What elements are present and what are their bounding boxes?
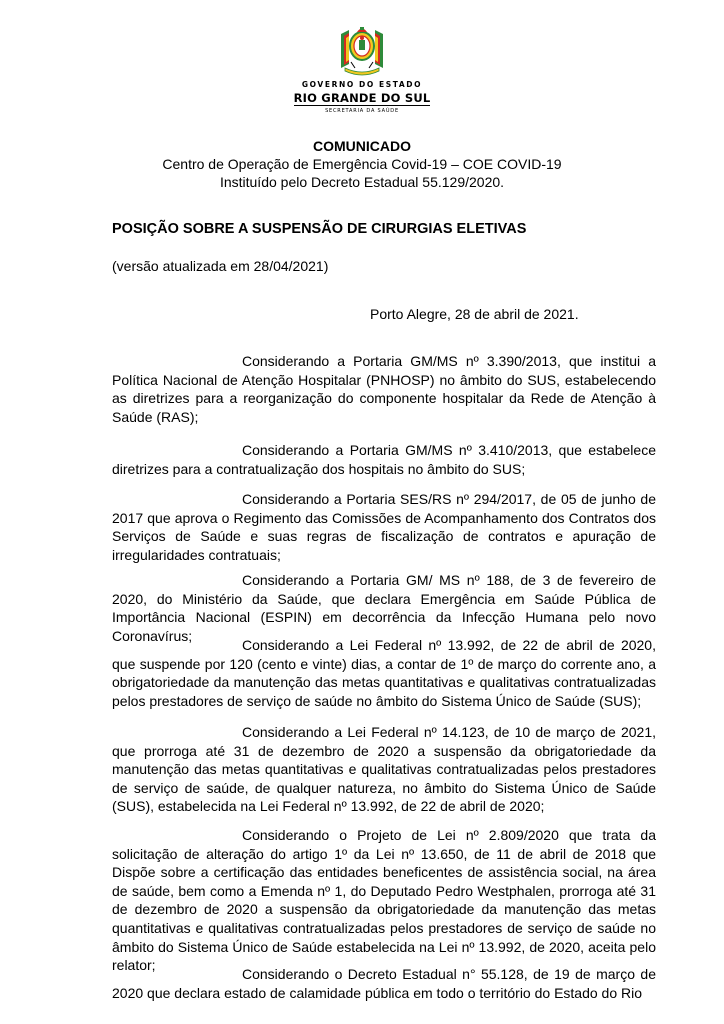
document-header xyxy=(0,137,724,191)
paragraph: Considerando a Lei Federal nº 13.992, de 22 de abril de 2020, que suspende por 120 (cento e vinte) dias, a contar de 1º de março do corrente ano, a obrigatoriedade da manutenção das metas quantitativas e qualitativas contratualizadas pelos prestadores de serviço de saúde no âmbito do Sistema Único de Saúde (SUS); xyxy=(112,637,656,709)
paragraph: Considerando a Lei Federal nº 14.123, de 10 de março de 2021, que prorroga até 31 de dezembro de 2020 a suspensão da obrigatoriedade da manutenção das metas quantitativas e qualitativas contratualizadas pelos prestadores de serviço de saúde, de qualquer natureza, no âmbito do Sistema Único de Saúde (SUS), estabelecida na Lei Federal nº 13.992, de 22 de abril de 2020; xyxy=(112,724,656,815)
paragraph: Considerando o Projeto de Lei nº 2.809/2020 que trata da solicitação de alteração do artigo 1º da Lei nº 13.650, de 11 de abril de 2018 que Dispõe sobre a certificação das entidades beneficentes de assistência social, na área de saúde, bem como a Emenda nº 1, do Deputado Pedro Westphalen, prorroga até 31 de dezembro de 2020 a suspensão da obrigatoriedade da manutenção das metas quantitativas e qualitativas contratualizadas pelos prestadores de serviço de saúde no âmbito do Sistema Único de Saúde estabelecida na Lei nº 13.992, de 2020, aceita pelo relator; xyxy=(112,827,656,974)
paragraph: Considerando a Portaria SES/RS nº 294/2017, de 05 de junho de 2017 que aprova o Regimento das Comissões de Acompanhamento dos Contratos dos Serviços de Saúde e suas regras de fiscalização de contratos e apuração de irregularidades contratuais; xyxy=(112,491,656,563)
paragraph: Considerando a Portaria GM/ MS nº 188, de 3 de fevereiro de 2020, do Ministério da Saúde, que declara Emergência em Saúde Pública de Importância Nacional (ESPIN) em decorrência da Infecção Humana pelo novo Coronavírus; xyxy=(112,572,656,644)
version-note: (versão atualizada em 28/04/2021) xyxy=(112,258,329,274)
place-and-date: Porto Alegre, 28 de abril de 2021. xyxy=(370,306,579,322)
paragraph: Considerando a Portaria GM/MS nº 3.410/2013, que estabelece diretrizes para a contratualização dos hospitais no âmbito do SUS; xyxy=(112,442,656,477)
document-decree-line: Instituído pelo Decreto Estadual 55.129/2020. xyxy=(219,174,505,190)
letterhead-state-text: RIO GRANDE DO SUL xyxy=(293,91,431,105)
letterhead-government-text: GOVERNO DO ESTADO xyxy=(301,80,423,89)
section-heading: POSIÇÃO SOBRE A SUSPENSÃO DE CIRURGIAS ELETIVAS xyxy=(112,221,527,237)
rio-grande-do-sul-coat-of-arms-icon xyxy=(335,24,389,76)
letterhead xyxy=(0,24,724,115)
document-title: COMUNICADO xyxy=(313,138,411,154)
paragraph: Considerando a Portaria GM/MS nº 3.390/2013, que institui a Política Nacional de Atenção Hospitalar (PNHOSP) no âmbito do SUS, estabelecendo as diretrizes para a reorganização do componente hospitalar da Rede de Atenção à Saúde (RAS); xyxy=(112,353,656,425)
paragraph: Considerando o Decreto Estadual n° 55.128, de 19 de março de 2020 que declara estado de calamidade pública em todo o território do Estado do Rio xyxy=(112,966,656,1001)
document-subtitle: Centro de Operação de Emergência Covid-19 – COE COVID-19 xyxy=(162,156,562,172)
letterhead-secretariat-text: SECRETARIA DA SAÚDE xyxy=(325,108,399,114)
